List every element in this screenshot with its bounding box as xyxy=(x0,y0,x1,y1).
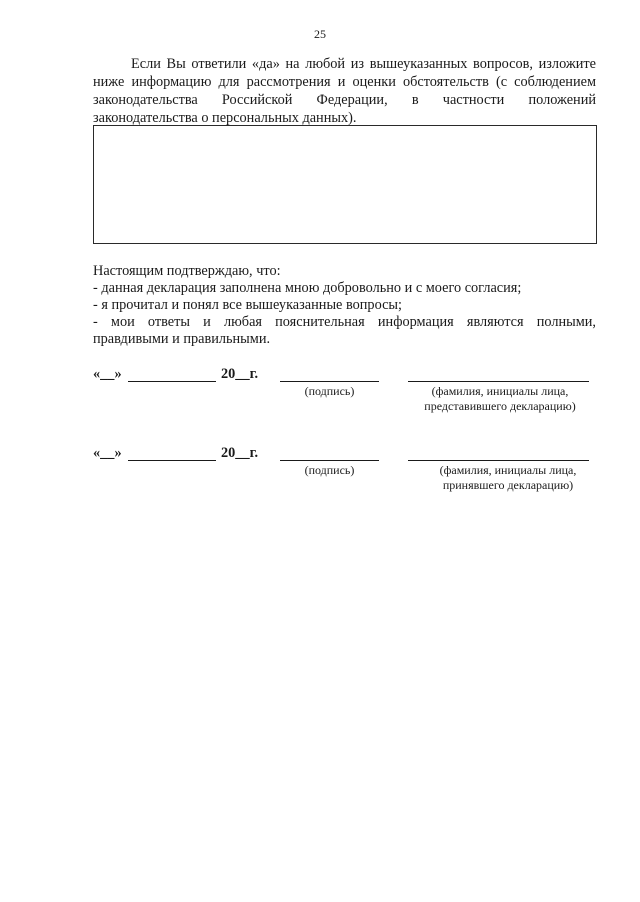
date-year-2: 20__г. xyxy=(221,445,259,461)
name-caption-2-line1: (фамилия, инициалы лица, xyxy=(439,463,577,477)
signature-caption-2: (подпись) xyxy=(304,463,355,477)
explanation-textbox[interactable] xyxy=(93,125,597,244)
page-number: 25 xyxy=(314,27,326,41)
name-caption-1-line2: представившего декларацию) xyxy=(424,399,576,413)
date-year-1: 20__г. xyxy=(221,366,259,382)
confirm-item-2: - я прочитал и понял все вышеуказанные вопросы; xyxy=(93,297,403,313)
name-caption-2-line2: принявшего декларацию) xyxy=(442,478,574,492)
confirm-heading: Настоящим подтверждаю, что: xyxy=(93,263,281,279)
date-month-line-1[interactable] xyxy=(128,381,216,382)
name-line-1[interactable] xyxy=(408,381,589,382)
date-month-line-2[interactable] xyxy=(128,460,216,461)
signature-caption-1: (подпись) xyxy=(304,384,355,398)
confirm-item-3-cont: правдивыми и правильными. xyxy=(93,331,271,347)
confirmation-block xyxy=(93,263,596,348)
intro-text: Если Вы ответили «да» на любой из вышеуказанных вопросов, изложите ниже информацию для рассмотрения и оценки обстоятельств (с соблюдением законодательства Российской Федерации, в частности положений законодательства о персональных данных). xyxy=(93,56,596,126)
confirm-item-3: - мои ответы и любая пояснительная информация являются полными, xyxy=(93,314,596,330)
signature-line-2[interactable] xyxy=(280,460,379,461)
signature-line-1[interactable] xyxy=(280,381,379,382)
intro-paragraph xyxy=(93,55,596,127)
date-day-1: «__» xyxy=(93,366,122,382)
name-caption-1 xyxy=(395,384,605,414)
name-line-2[interactable] xyxy=(408,460,589,461)
name-caption-1-line1: (фамилия, инициалы лица, xyxy=(431,384,569,398)
date-day-2: «__» xyxy=(93,445,122,461)
name-caption-2 xyxy=(403,463,613,493)
confirm-item-1: - данная декларация заполнена мною добровольно и с моего согласия; xyxy=(93,280,522,296)
